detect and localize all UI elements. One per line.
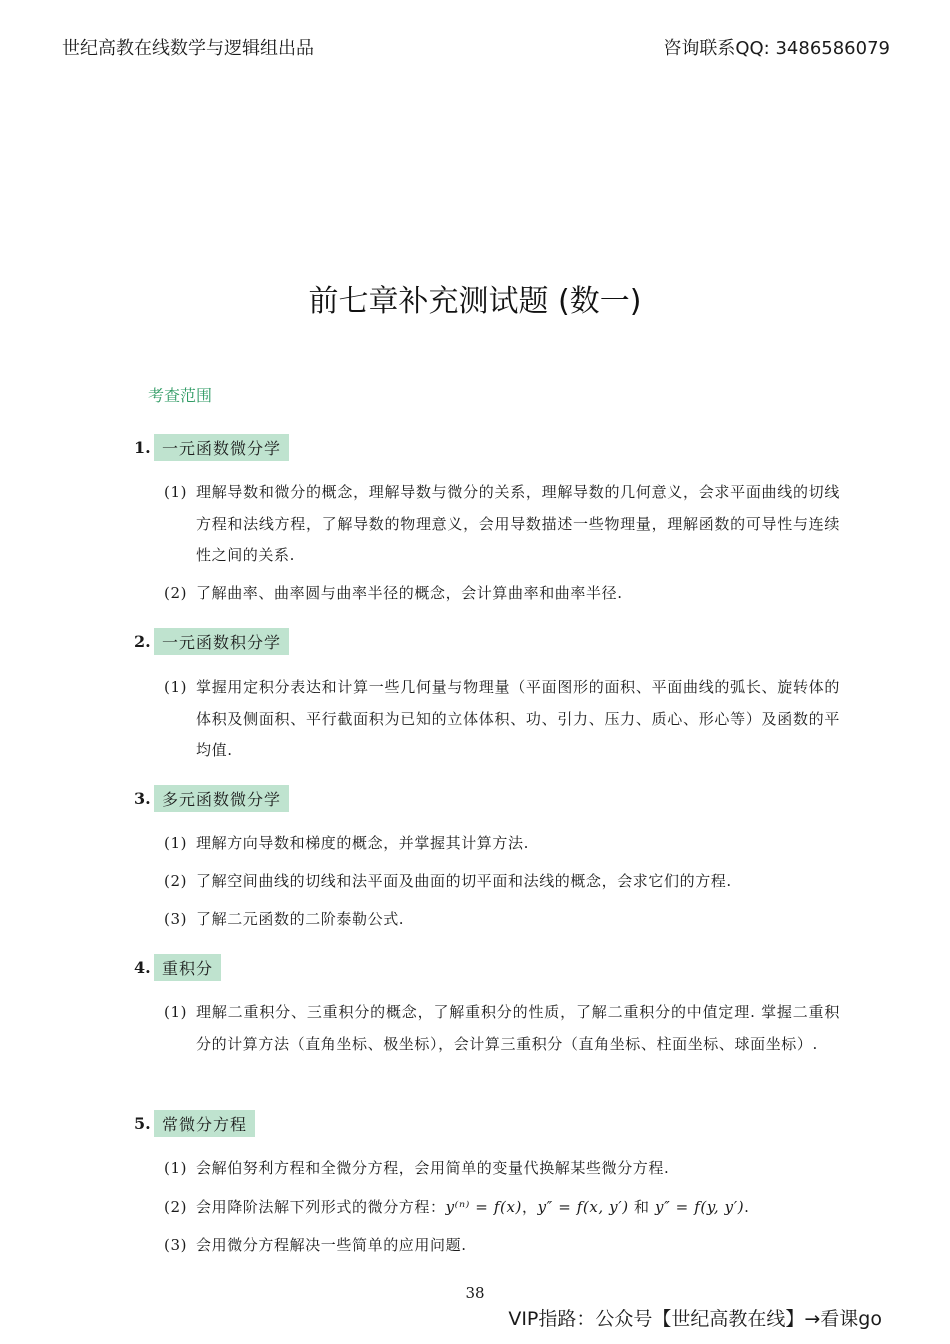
equation-separator: 和 <box>628 1198 656 1216</box>
list-item <box>164 866 840 898</box>
footer-vip-link: VIP指路：公众号【世纪高教在线】→看课go <box>508 1308 882 1330</box>
list-item <box>164 1153 840 1185</box>
list-item <box>164 672 840 767</box>
item-text-prefix: 会用降阶法解下列形式的微分方程： <box>196 1198 446 1216</box>
item-number: (2) <box>164 872 188 890</box>
section-number: 4. <box>134 958 151 977</box>
item-text: 会用微分方程解决一些简单的应用问题. <box>196 1236 467 1254</box>
item-number: (2) <box>164 1198 188 1216</box>
page-number: 38 <box>465 1284 485 1302</box>
item-text: 理解二重积分、三重积分的概念，了解重积分的性质，了解二重积分的中值定理. 掌握二重积分的计算方法（直角坐标、极坐标），会计算三重积分（直角坐标、柱面坐标、球面坐标）. <box>196 1003 840 1053</box>
item-number: (1) <box>164 483 188 501</box>
item-number: (1) <box>164 834 188 852</box>
item-text: 理解方向导数和梯度的概念，并掌握其计算方法. <box>196 834 529 852</box>
equation-separator: ， <box>521 1198 538 1216</box>
item-text <box>196 1192 840 1224</box>
item-number: (1) <box>164 1159 188 1177</box>
item-text: 会解伯努利方程和全微分方程，会用简单的变量代换解某些微分方程. <box>196 1159 670 1177</box>
item-number: (1) <box>164 678 188 696</box>
list-item <box>164 904 840 936</box>
item-text: 了解空间曲线的切线和法平面及曲面的切平面和法线的概念，会求它们的方程. <box>196 872 732 890</box>
list-item <box>164 477 840 572</box>
section-title: 重积分 <box>154 954 221 981</box>
section-1-heading <box>134 434 289 461</box>
section-2-heading <box>134 628 289 655</box>
list-item <box>164 997 840 1060</box>
item-number: (3) <box>164 1236 188 1254</box>
list-item <box>164 1192 840 1224</box>
list-item <box>164 578 840 610</box>
section-4-heading <box>134 954 221 981</box>
scope-label: 考查范围 <box>148 386 213 405</box>
header-contact: 咨询联系QQ: 3486586079 <box>663 38 890 59</box>
equation-1: y⁽ⁿ⁾ = f(x) <box>445 1198 522 1216</box>
item-number: (3) <box>164 910 188 928</box>
list-item <box>164 1230 840 1262</box>
section-number: 5. <box>134 1114 151 1133</box>
item-text-suffix: . <box>744 1198 750 1216</box>
item-text: 理解导数和微分的概念，理解导数与微分的关系，理解导数的几何意义，会求平面曲线的切线方程和法线方程，了解导数的物理意义，会用导数描述一些物理量，理解函数的可导性与连续性之间的关系. <box>196 483 840 564</box>
item-number: (1) <box>164 1003 188 1021</box>
item-text: 了解曲率、曲率圆与曲率半径的概念，会计算曲率和曲率半径. <box>196 584 623 602</box>
list-item <box>164 828 840 860</box>
item-number: (2) <box>164 584 188 602</box>
section-title: 多元函数微分学 <box>154 785 289 812</box>
section-3-heading <box>134 785 289 812</box>
item-text: 掌握用定积分表达和计算一些几何量与物理量（平面图形的面积、平面曲线的弧长、旋转体的体积及侧面积、平行截面积为已知的立体体积、功、引力、压力、质心、形心等）及函数的平均值. <box>196 678 840 759</box>
section-number: 2. <box>134 632 151 651</box>
page-title: 前七章补充测试题 (数一) <box>308 284 642 319</box>
section-number: 1. <box>134 438 151 457</box>
equation-2: y″ = f(x, y′) <box>537 1198 629 1216</box>
section-number: 3. <box>134 789 151 808</box>
section-title: 一元函数微分学 <box>154 434 289 461</box>
item-text: 了解二元函数的二阶泰勒公式. <box>196 910 405 928</box>
section-title: 一元函数积分学 <box>154 628 289 655</box>
section-title: 常微分方程 <box>154 1110 255 1137</box>
equation-3: y″ = f(y, y′) <box>655 1198 745 1216</box>
section-5-heading <box>134 1110 255 1137</box>
header-publisher: 世纪高教在线数学与逻辑组出品 <box>62 38 314 59</box>
